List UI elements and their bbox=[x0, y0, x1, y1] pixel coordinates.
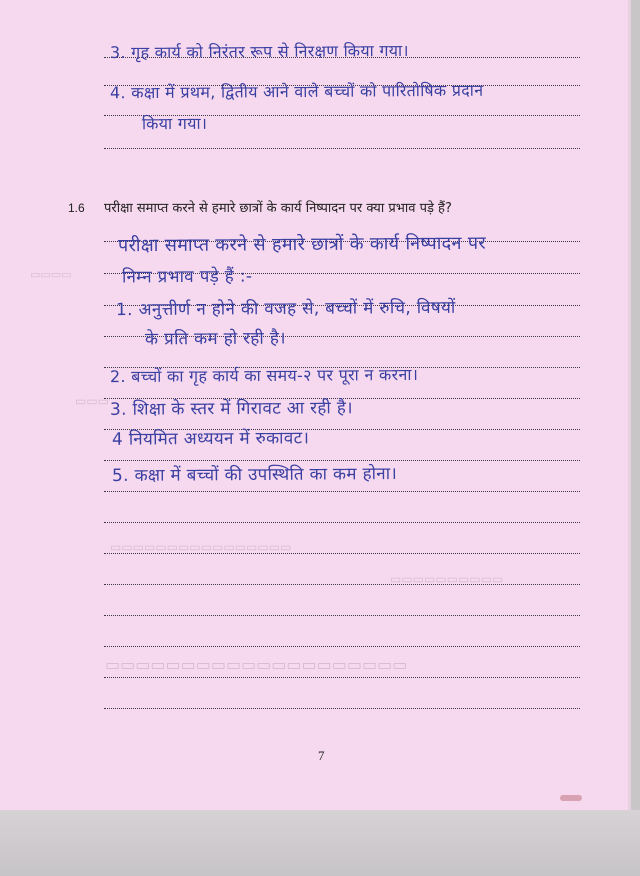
handwritten-line: के प्रति कम हो रही है। bbox=[144, 328, 286, 350]
question-number: 1.6 bbox=[68, 201, 85, 215]
show-through-mark: ▭▭▭▭▭▭▭▭▭▭ bbox=[390, 572, 504, 586]
answer-rule bbox=[104, 491, 580, 492]
handwritten-line: 3. शिक्षा के स्तर में गिरावट आ रही है। bbox=[109, 398, 353, 420]
answer-rule bbox=[104, 708, 580, 709]
answer-rule bbox=[104, 553, 580, 554]
show-through-mark: ▭▭▭▭▭▭▭▭▭▭▭▭▭▭▭▭▭▭▭▭ bbox=[105, 655, 408, 674]
handwritten-line: 4. कक्षा में प्रथम, द्वितीय आने वाले बच्चों को पारितोषिक प्रदान bbox=[109, 80, 484, 103]
show-through-mark: ▭▭▭ bbox=[75, 394, 110, 408]
handwritten-line: 3. गृह कार्य को निरंतर रूप से निरक्षण किया गया। bbox=[109, 40, 409, 63]
handwritten-line: परीक्षा समाप्त करने से हमारे छात्रों के कार्य निष्पादन पर bbox=[117, 232, 487, 257]
handwritten-line: 5. कक्षा में बच्चों की उपस्थिति का कम होना। bbox=[111, 464, 398, 486]
show-through-mark: ▭▭▭▭▭▭▭▭▭▭▭▭▭▭▭▭ bbox=[110, 540, 292, 554]
question-text: परीक्षा समाप्त करने से हमारे छात्रों के कार्य निष्पादन पर क्या प्रभाव पड़े हैं? bbox=[104, 201, 452, 216]
handwritten-line: 4 नियमित अध्ययन में रुकावट। bbox=[111, 428, 310, 450]
answer-rule bbox=[104, 646, 580, 647]
answer-rule bbox=[104, 522, 580, 523]
handwritten-line: निम्न प्रभाव पड़े हैं :- bbox=[121, 266, 253, 288]
handwritten-line: किया गया। bbox=[141, 113, 208, 134]
answer-rule bbox=[104, 148, 580, 149]
handwritten-line: 2. बच्चों का गृह कार्य का समय-२ पर पूरा न करना। bbox=[109, 364, 419, 387]
answer-rule bbox=[104, 584, 580, 585]
show-through-mark: ▭▭▭▭ bbox=[30, 268, 72, 281]
answer-rule bbox=[104, 677, 580, 678]
scan-margin bbox=[0, 810, 640, 876]
page-number: 7 bbox=[318, 748, 325, 763]
answer-rule bbox=[104, 615, 580, 616]
ink-smudge bbox=[560, 795, 582, 801]
handwritten-line: 1. अनुत्तीर्ण न होने की वजह से, बच्चों में रुचि, विषयों bbox=[115, 297, 456, 321]
